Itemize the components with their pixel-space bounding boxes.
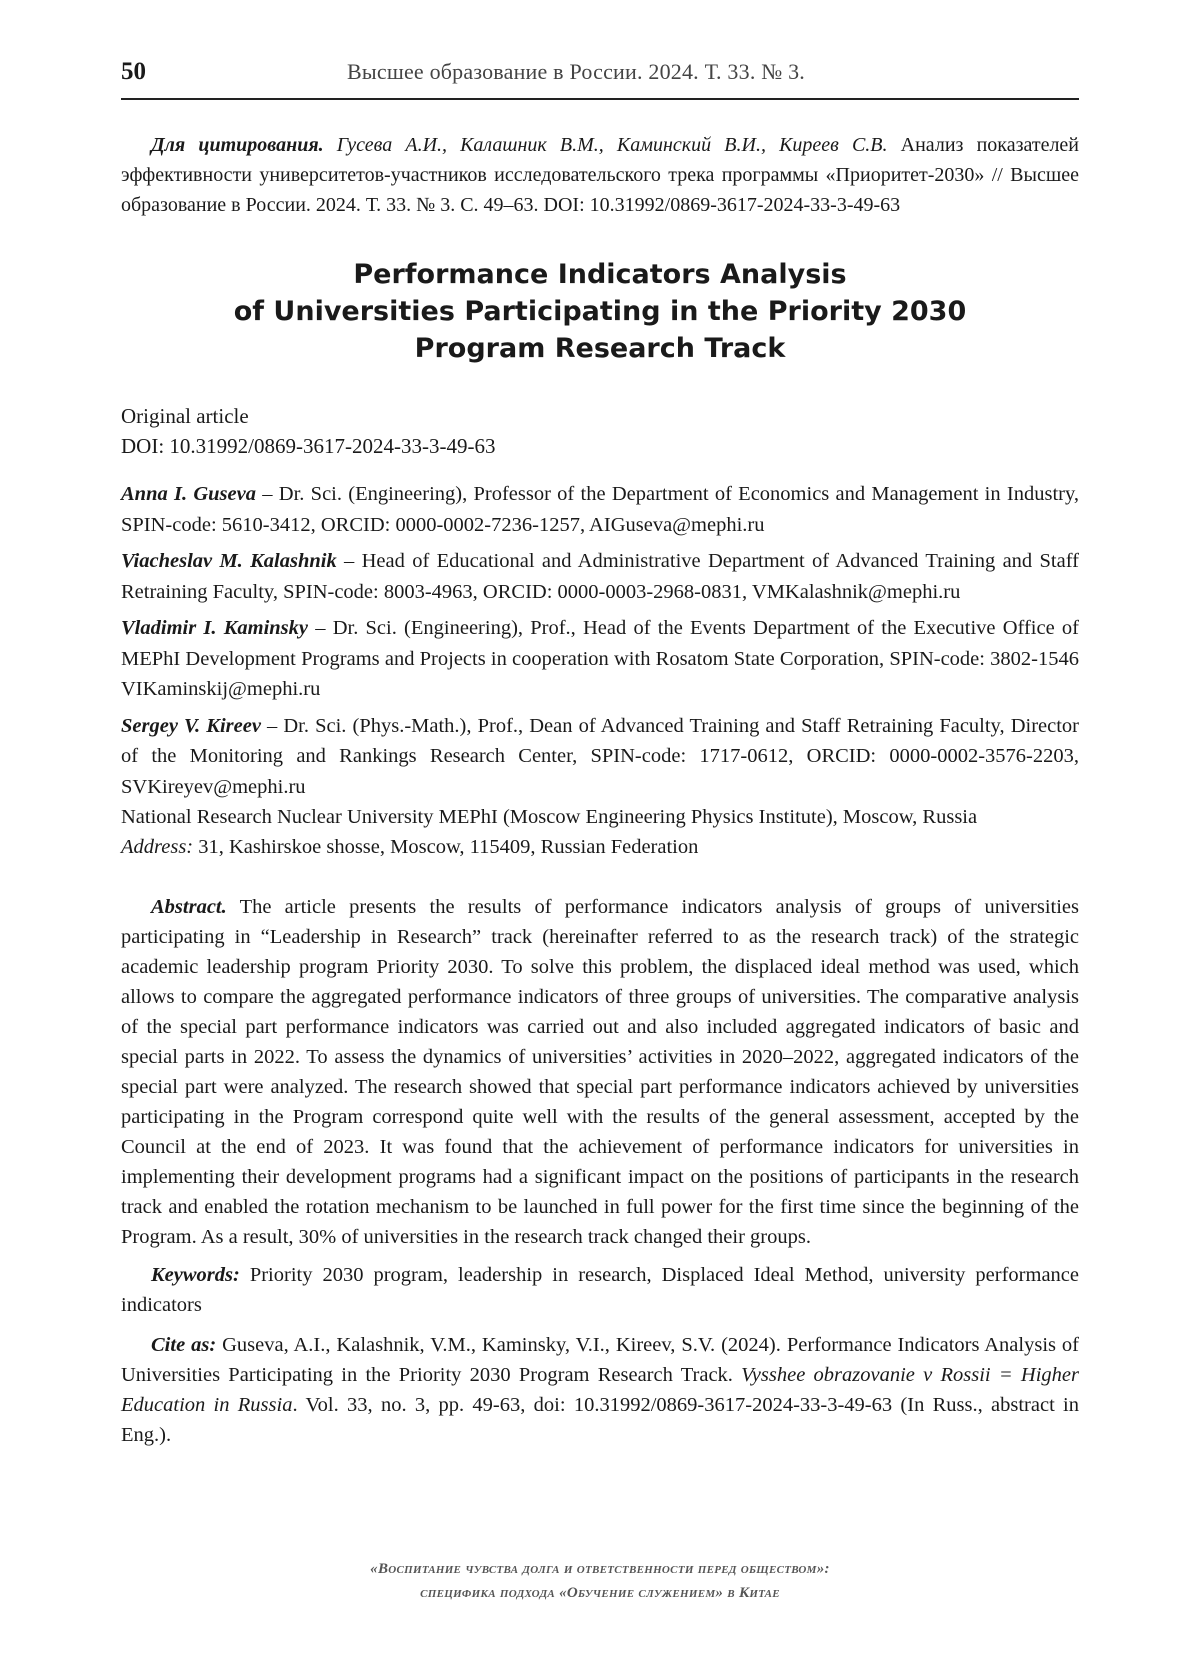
author-details: – Dr. Sci. (Engineering), Professor of the Department of Economics and Management in Industry, SPIN-code: 5610-3412, ORCID: 0000-0002-7236-1257, AIGuseva@mephi.ru [121,483,1080,536]
title-line: of Universities Participating in the Priority 2030 [233,296,967,327]
cite-as-label: Cite as: [151,1334,217,1356]
author-details: – Dr. Sci. (Phys.-Math.), Prof., Dean of Advanced Training and Staff Retraining Faculty, Director of the Monitoring and Rankings Research Center, SPIN-code: 1717-0612, ORCID: 0000-0002-3576-2203, SVKireyev@mephi.ru [121,714,1079,798]
abstract-text: The article presents the results of performance indicators analysis of groups of universities participating in “Leadership in Research” track (hereinafter referred to as the research track) of the strategic academic leadership program Priority 2030. To solve this problem, the displaced ideal method was used, which allows to compare the aggregated performance indicators of three groups of universities. The comparative analysis of the special part performance indicators was carried out and also included aggregated indicators of basic and special parts in 2022. To assess the dynamics of universities’ activities in 2020–2022, aggregated indicators of the special part were analyzed. The research showed that special part performance indicators achieved by universities participating in the Program correspond quite well with the results of the general assessment, accepted by the Council at the end of 2023. It was found that the achievement of performance indicators for universities in implementing their development programs had a significant impact on the positions of participants in the research track and enabled the rotation mechanism to be launched in full power for the first time since the beginning of the Program. As a result, 30% of universities in the research track changed their groups. [121,896,1079,1248]
title-line: Performance Indicators Analysis [353,259,847,290]
article-page [121,58,1079,1450]
citation-ru-text: Анализ показателей эффективности университетов-участников исследовательского трека программы «Приоритет-2030» // Высшее образование в России. 2024. Т. 33. № 3. С. 49–63. DOI: 10.31992/0869-3617-2024-33-3-49-63 [121,134,1080,216]
address-label: Address: [121,836,194,858]
running-header [121,58,1079,100]
author-entry [121,546,1079,607]
address [121,832,1079,862]
running-footer [121,1557,1079,1605]
article-type: Original article [121,404,249,428]
cite-as-text: Guseva, A.I., Kalashnik, V.M., Kaminsky, V.I., Kireev, S.V. (2024). Performance Indicators Analysis of Universities Participating in the Priority 2030 Program Research Track. [121,1334,1079,1386]
citation-russian [121,130,1079,220]
article-title [121,256,1079,367]
keywords-label: Keywords: [151,1264,240,1286]
cite-as-journal: Vysshee obrazovanie v Rossii = Higher Education in Russia [121,1364,1079,1416]
citation-ru-authors: Гусева А.И., Калашник В.М., Каминский В.И., Киреев С.В. [336,134,888,156]
author-name: Anna I. Guseva [121,483,256,505]
article-meta [121,401,1079,461]
author-name: Viacheslav M. Kalashnik [121,550,337,572]
keywords-text: Priority 2030 program, leadership in research, Displaced Ideal Method, university performance indicators [121,1264,1079,1316]
keywords [121,1260,1079,1320]
author-name: Sergey V. Kireev [121,714,261,737]
page-number: 50 [121,58,146,85]
author-entry [121,613,1079,705]
footer-line: «Воспитание чувства долга и ответственности перед обществом»: [370,1561,830,1577]
institution: National Research Nuclear University MEPhI (Moscow Engineering Physics Institute), Moscow, Russia [121,806,978,828]
affiliation [121,802,1079,862]
citation-ru-label: Для цитирования. [151,134,324,156]
article-doi: DOI: 10.31992/0869-3617-2024-33-3-49-63 [121,434,496,458]
author-name: Vladimir I. Kaminsky [121,617,309,639]
author-entry [121,479,1079,540]
abstract-label: Abstract. [151,896,227,918]
footer-line: специфика подхода «Обучение служением» в Китае [420,1585,780,1601]
cite-as-text-end: . Vol. 33, no. 3, pp. 49-63, doi: 10.31992/0869-3617-2024-33-3-49-63 (In Russ., abstract in Eng.). [121,1394,1079,1446]
author-details: – Dr. Sci. (Engineering), Prof., Head of the Events Department of the Executive Office of MEPhI Development Programs and Projects in cooperation with Rosatom State Corporation, SPIN-code: 3802-1546 VIKaminskij@mephi.ru [121,617,1079,700]
journal-running-title: Высшее образование в России. 2024. Т. 33. № 3. [347,59,806,84]
author-entry [121,711,1079,803]
author-details: – Head of Educational and Administrative Department of Advanced Training and Staff Retraining Faculty, SPIN-code: 8003-4963, ORCID: 0000-0003-2968-0831, VMKalashnik@mephi.ru [121,550,1079,603]
address-text: 31, Kashirskoe shosse, Moscow, 115409, Russian Federation [193,836,699,858]
title-line: Program Research Track [414,333,786,364]
cite-as [121,1330,1079,1450]
abstract [121,892,1079,1252]
